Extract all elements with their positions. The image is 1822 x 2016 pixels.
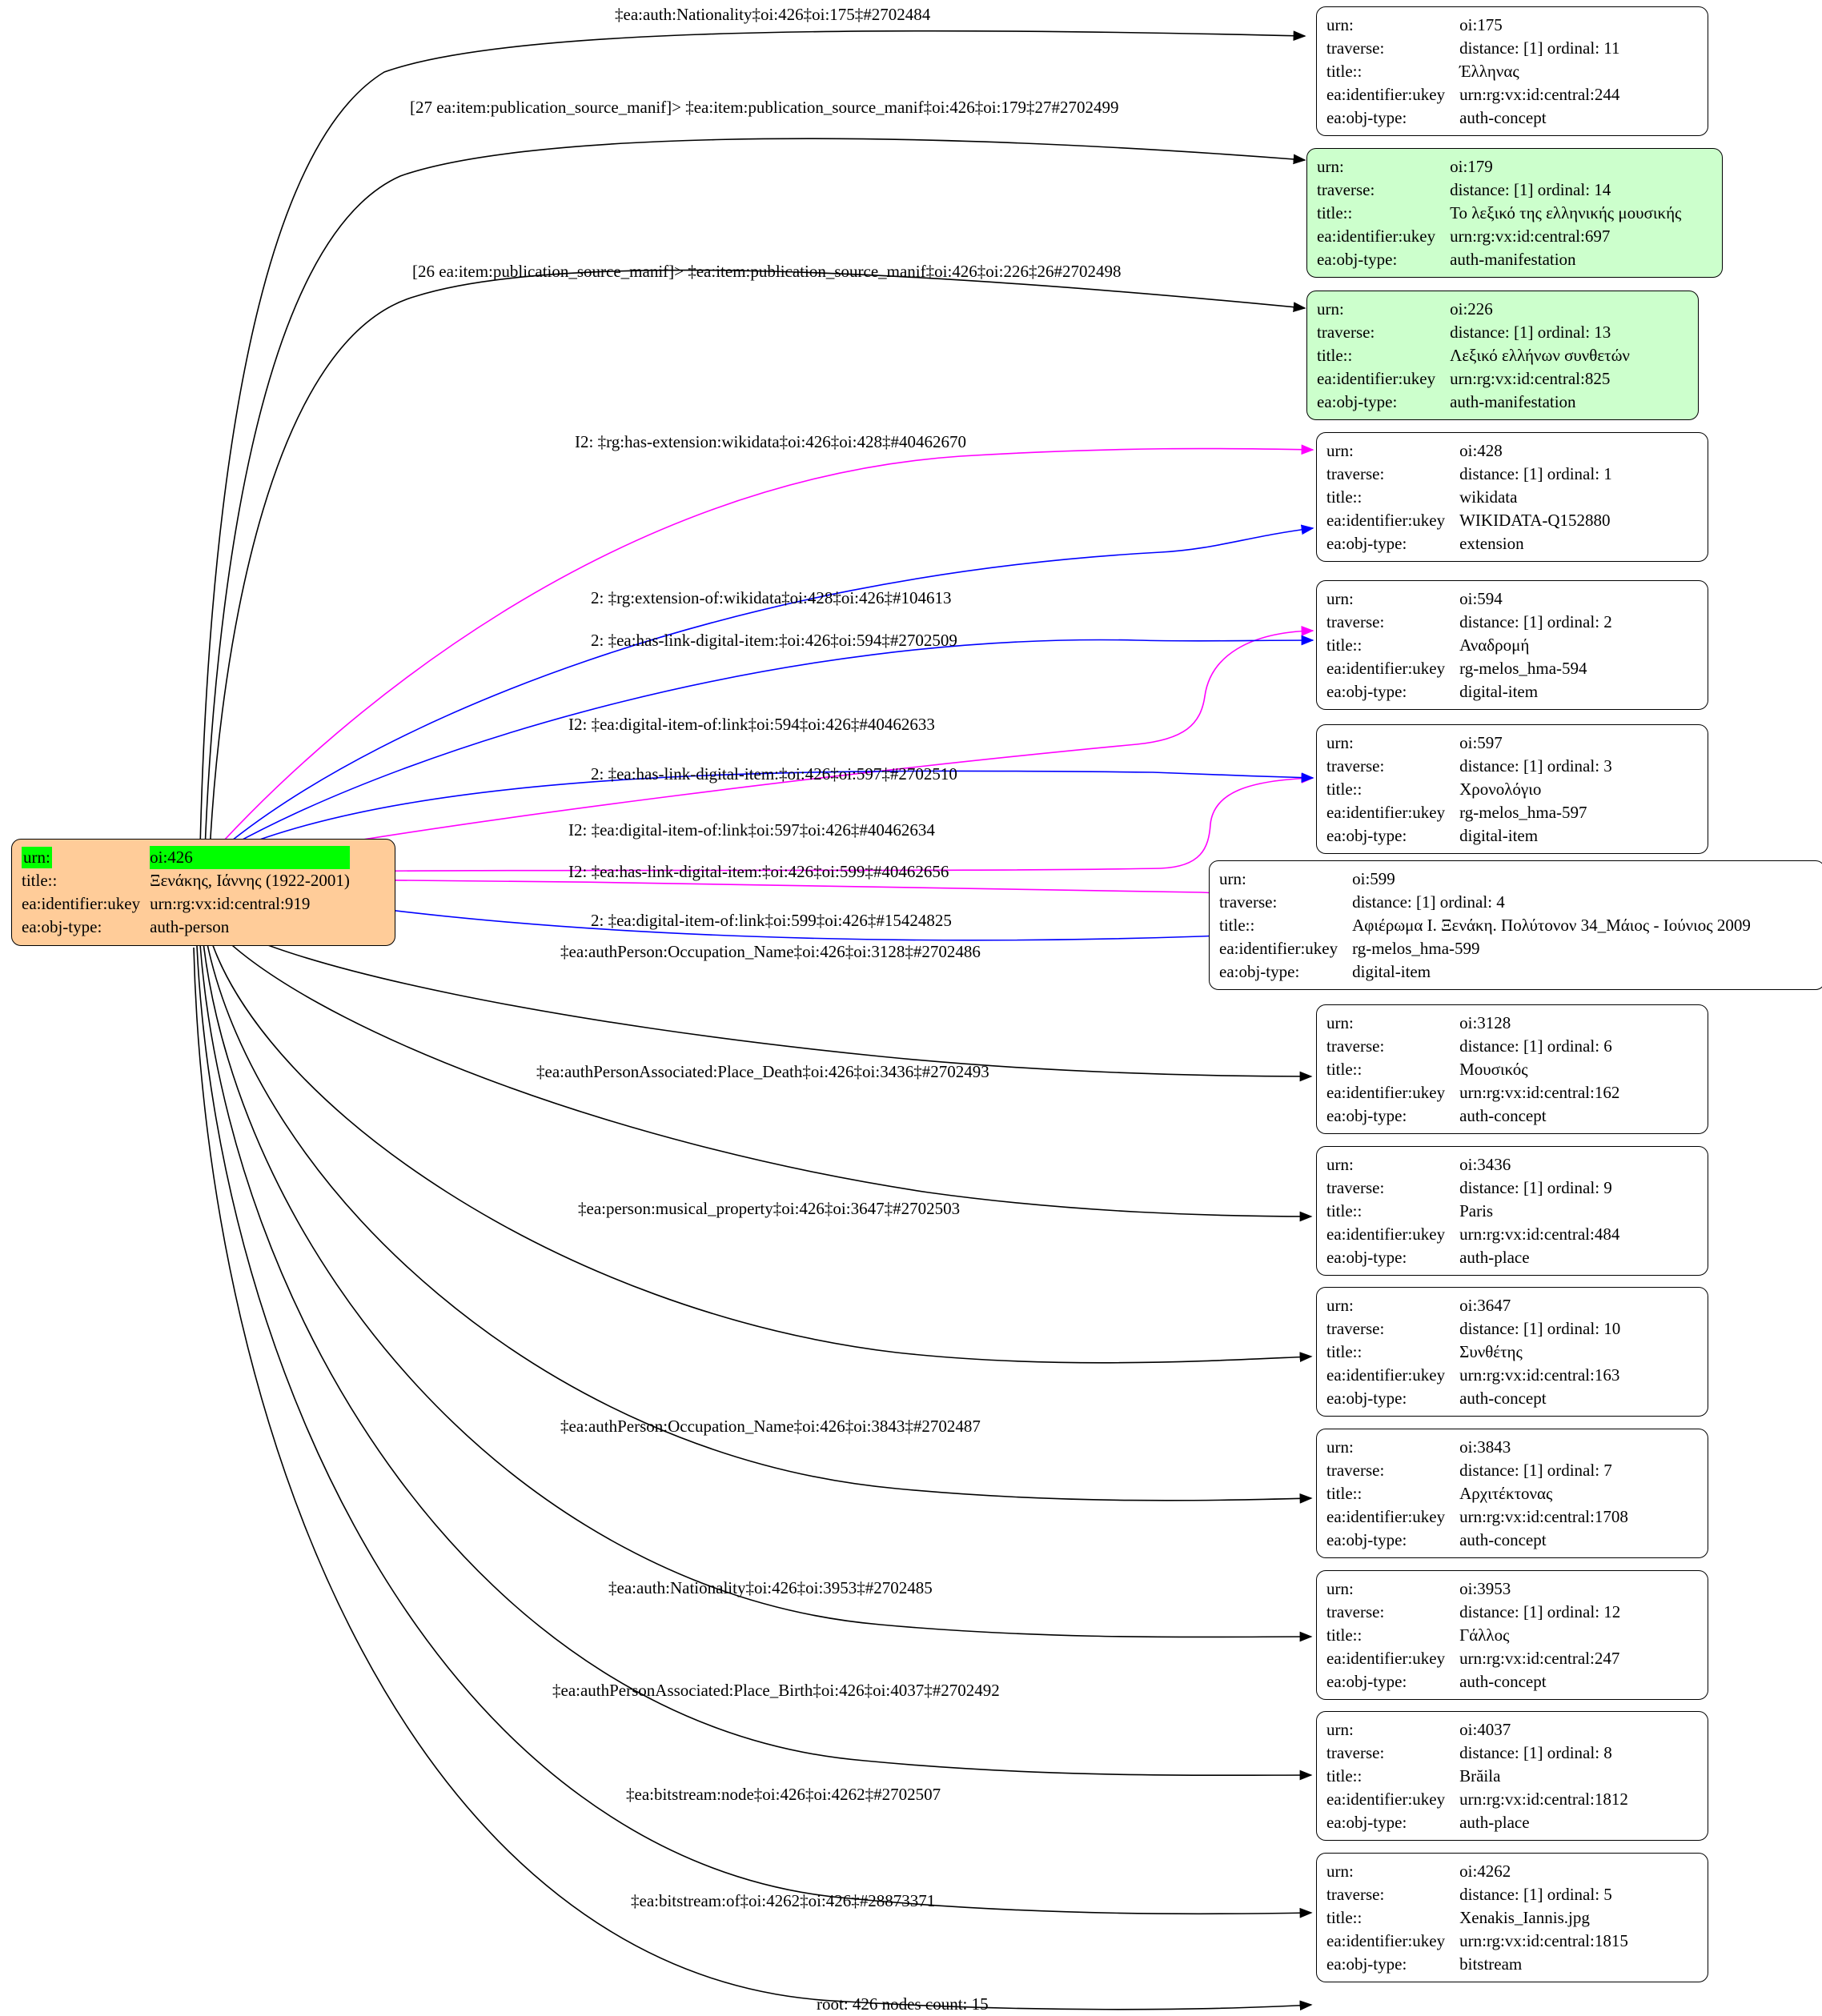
edge-label-extension-of-wikidata: 2: ‡rg:extension-of:wikidata‡oi:428‡oi:426‡#104613 [591,588,952,607]
field-traverse-value: distance: [1] ordinal: 3 [1459,755,1612,776]
field-urn-value: oi:428 [1459,441,1503,460]
field-ukey-label: ea:identifier:ukey [1326,1365,1446,1385]
field-title-label: title:: [1326,487,1362,507]
node-oi-428[interactable] [1316,432,1708,562]
field-traverse-label: traverse: [1326,1177,1385,1197]
field-traverse-value: distance: [1] ordinal: 7 [1459,1460,1612,1480]
root-objtype-value: auth-person [150,916,230,936]
field-urn-value: oi:599 [1352,869,1395,888]
field-ukey-value: urn:rg:vx:id:central:1812 [1459,1789,1628,1809]
field-traverse-value: distance: [1] ordinal: 1 [1459,463,1612,483]
edge-label-has-extension-wikidata: I2: ‡rg:has-extension:wikidata‡oi:426‡oi:428‡#40462670 [575,432,966,451]
field-objtype-label: ea:obj-type: [1326,1954,1407,1974]
field-ukey-label: ea:identifier:ukey [1326,658,1446,678]
field-urn-label: urn: [1326,1013,1354,1032]
field-traverse-label: traverse: [1326,755,1385,776]
field-urn-value: oi:3128 [1459,1013,1511,1032]
field-objtype-label: ea:obj-type: [1326,1671,1407,1691]
edge-label-digital-item-of-594: I2: ‡ea:digital-item-of:link‡oi:594‡oi:426‡#40462633 [568,715,935,734]
field-ukey-value: urn:rg:vx:id:central:244 [1459,84,1620,104]
field-ukey-label: ea:identifier:ukey [1326,1082,1446,1102]
field-urn-value: oi:179 [1450,157,1493,176]
root-urn-label: urn: [23,848,50,867]
field-objtype-value: auth-concept [1459,1671,1547,1691]
field-title-label: title:: [1326,635,1362,655]
field-title-label: title:: [1219,915,1255,935]
edge-label-nationality-175: ‡ea:auth:Nationality‡oi:426‡oi:175‡#2702484 [615,5,931,24]
field-urn-value: oi:3436 [1459,1155,1511,1174]
field-urn-label: urn: [1326,1155,1354,1174]
field-objtype-label: ea:obj-type: [1326,107,1407,127]
root-urn-value: oi:426 [150,846,350,869]
field-traverse-value: distance: [1] ordinal: 4 [1352,892,1505,912]
field-urn-value: oi:4262 [1459,1862,1511,1881]
field-ukey-label: ea:identifier:ukey [1219,938,1338,958]
node-oi-179[interactable] [1306,148,1723,278]
field-traverse-value: distance: [1] ordinal: 13 [1450,322,1611,342]
field-ukey-label: ea:identifier:ukey [1326,802,1446,822]
field-objtype-label: ea:obj-type: [1326,1529,1407,1549]
node-oi-597[interactable] [1316,724,1708,854]
field-urn-label: urn: [1326,733,1354,752]
field-ukey-label: ea:identifier:ukey [1326,510,1446,530]
edge-label-occupation-3843: ‡ea:authPerson:Occupation_Name‡oi:426‡oi:3843‡#2702487 [560,1417,981,1436]
root-node[interactable] [11,839,395,946]
field-ukey-value: urn:rg:vx:id:central:247 [1459,1648,1620,1668]
field-traverse-value: distance: [1] ordinal: 8 [1459,1742,1612,1762]
field-title-value: Brăila [1459,1766,1501,1786]
field-title-label: title:: [1317,202,1353,222]
field-urn-label: urn: [1326,1296,1354,1315]
field-ukey-label: ea:identifier:ukey [1326,1506,1446,1526]
field-objtype-value: digital-item [1459,825,1539,845]
field-ukey-value: urn:rg:vx:id:central:1708 [1459,1506,1628,1526]
field-traverse-label: traverse: [1219,892,1278,912]
field-title-value: Γάλλος [1459,1625,1510,1645]
field-ukey-value: rg-melos_hma-597 [1459,802,1587,822]
node-oi-4037[interactable] [1316,1711,1708,1841]
field-urn-value: oi:175 [1459,15,1503,34]
field-urn-label: urn: [1326,1579,1354,1598]
field-traverse-label: traverse: [1326,463,1385,483]
field-objtype-label: ea:obj-type: [1317,249,1398,269]
field-title-value: Xenakis_Iannis.jpg [1459,1907,1590,1927]
field-ukey-value: urn:rg:vx:id:central:162 [1459,1082,1620,1102]
field-ukey-value: WIKIDATA-Q152880 [1459,510,1611,530]
field-title-value: Αφιέρωμα Ι. Ξενάκη. Πολύτονον 34_Μάιος - Ιούνιος 2009 [1352,915,1751,935]
field-traverse-value: distance: [1] ordinal: 6 [1459,1036,1612,1056]
node-oi-594[interactable] [1316,580,1708,710]
field-objtype-label: ea:obj-type: [1219,961,1300,981]
field-traverse-value: distance: [1] ordinal: 9 [1459,1177,1612,1197]
graph-footer: root: 426 nodes count: 15 [817,1994,989,2014]
field-objtype-value: auth-concept [1459,1105,1547,1125]
root-ukey-label: ea:identifier:ukey [22,893,141,913]
field-traverse-label: traverse: [1326,1601,1385,1621]
field-title-value: Μουσικός [1459,1059,1528,1079]
field-title-label: title:: [1326,1341,1362,1361]
field-ukey-label: ea:identifier:ukey [1326,84,1446,104]
field-urn-label: urn: [1326,15,1354,34]
root-title-value: Ξενάκης, Ιάννης (1922-2001) [150,870,350,890]
field-title-label: title:: [1326,1625,1362,1645]
field-ukey-value: urn:rg:vx:id:central:1815 [1459,1930,1628,1950]
field-traverse-label: traverse: [1326,1460,1385,1480]
field-traverse-value: distance: [1] ordinal: 11 [1459,38,1620,58]
field-traverse-value: distance: [1] ordinal: 14 [1450,179,1611,199]
field-title-label: title:: [1326,1200,1362,1220]
field-urn-label: urn: [1219,869,1246,888]
node-oi-599[interactable] [1209,860,1822,990]
field-objtype-label: ea:obj-type: [1326,533,1407,553]
field-objtype-value: auth-manifestation [1450,391,1576,411]
root-ukey-value: urn:rg:vx:id:central:919 [150,893,311,913]
field-objtype-label: ea:obj-type: [1326,825,1407,845]
field-objtype-label: ea:obj-type: [1326,681,1407,701]
field-ukey-label: ea:identifier:ukey [1317,368,1436,388]
field-objtype-label: ea:obj-type: [1326,1388,1407,1408]
field-ukey-value: urn:rg:vx:id:central:163 [1459,1365,1620,1385]
node-oi-3953[interactable] [1316,1570,1708,1700]
field-title-value: Το λεξικό της ελληνικής μουσικής [1450,202,1682,222]
field-objtype-value: bitstream [1459,1954,1523,1974]
field-title-label: title:: [1326,61,1362,81]
field-traverse-value: distance: [1] ordinal: 5 [1459,1884,1612,1904]
field-urn-label: urn: [1326,1720,1354,1739]
field-urn-value: oi:3647 [1459,1296,1511,1315]
node-oi-3436[interactable] [1316,1146,1708,1276]
edge-label-has-link-digital-item-597: 2: ‡ea:has-link-digital-item:‡oi:426‡oi:597‡#2702510 [591,764,957,784]
field-traverse-label: traverse: [1326,1884,1385,1904]
field-objtype-label: ea:obj-type: [1326,1105,1407,1125]
field-ukey-value: urn:rg:vx:id:central:484 [1459,1224,1620,1244]
field-objtype-value: auth-concept [1459,1388,1547,1408]
field-objtype-value: auth-concept [1459,1529,1547,1549]
field-title-value: Χρονολόγιο [1459,779,1542,799]
field-objtype-value: auth-place [1459,1247,1530,1267]
field-traverse-label: traverse: [1317,322,1375,342]
field-title-value: wikidata [1459,487,1518,507]
field-ukey-label: ea:identifier:ukey [1317,226,1436,246]
field-urn-value: oi:4037 [1459,1720,1511,1739]
edge-label-musical-property-3647: ‡ea:person:musical_property‡oi:426‡oi:3647‡#2702503 [578,1199,961,1218]
field-title-label: title:: [1317,345,1353,365]
field-urn-label: urn: [1326,441,1354,460]
field-objtype-value: extension [1459,533,1524,553]
edge-label-pub-source-179: [27 ea:item:publication_source_manif]> ‡ea:item:publication_source_manif‡oi:426‡oi:179‡27#2702499 [410,98,1119,117]
field-title-value: Έλληνας [1459,61,1519,81]
root-title-label: title:: [22,870,58,890]
field-urn-label: urn: [1326,1437,1354,1457]
field-objtype-value: digital-item [1352,961,1431,981]
field-title-value: Αρχιτέκτονας [1459,1483,1553,1503]
edge-label-digital-item-of-597: I2: ‡ea:digital-item-of:link‡oi:597‡oi:426‡#40462634 [568,820,935,840]
field-title-value: Paris [1459,1200,1494,1220]
field-traverse-label: traverse: [1317,179,1375,199]
field-urn-value: oi:594 [1459,589,1503,608]
field-title-label: title:: [1326,1483,1362,1503]
field-traverse-label: traverse: [1326,1742,1385,1762]
edge-label-digital-item-of-599: 2: ‡ea:digital-item-of:link‡oi:599‡oi:426‡#15424825 [591,911,952,930]
edge-label-pub-source-226: [26 ea:item:publication_source_manif]> ‡ea:item:publication_source_manif‡oi:426‡oi:226‡26#2702498 [412,262,1122,281]
edge-label-place-birth-4037: ‡ea:authPersonAssociated:Place_Birth‡oi:426‡oi:4037‡#2702492 [552,1681,1000,1700]
field-traverse-label: traverse: [1326,38,1385,58]
edge-label-has-link-digital-item-594: 2: ‡ea:has-link-digital-item:‡oi:426‡oi:594‡#2702509 [591,631,957,650]
field-ukey-value: urn:rg:vx:id:central:697 [1450,226,1611,246]
field-traverse-value: distance: [1] ordinal: 10 [1459,1318,1621,1338]
field-traverse-value: distance: [1] ordinal: 2 [1459,611,1612,631]
field-urn-label: urn: [1326,589,1354,608]
field-urn-label: urn: [1317,299,1344,319]
field-urn-value: oi:597 [1459,733,1503,752]
field-objtype-label: ea:obj-type: [1326,1812,1407,1832]
field-ukey-value: urn:rg:vx:id:central:825 [1450,368,1611,388]
field-ukey-value: rg-melos_hma-599 [1352,938,1480,958]
field-title-label: title:: [1326,779,1362,799]
field-traverse-value: distance: [1] ordinal: 12 [1459,1601,1621,1621]
field-objtype-value: auth-place [1459,1812,1530,1832]
field-traverse-label: traverse: [1326,1318,1385,1338]
field-ukey-label: ea:identifier:ukey [1326,1789,1446,1809]
edge-label-bitstream-node-4262: ‡ea:bitstream:node‡oi:426‡oi:4262‡#2702507 [626,1785,941,1804]
edge-label-occupation-3128: ‡ea:authPerson:Occupation_Name‡oi:426‡oi:3128‡#2702486 [560,942,981,961]
field-urn-label: urn: [1326,1862,1354,1881]
field-objtype-value: auth-manifestation [1450,249,1576,269]
field-title-value: Συνθέτης [1459,1341,1523,1361]
field-urn-label: urn: [1317,157,1344,176]
field-title-label: title:: [1326,1766,1362,1786]
edge-label-nationality-3953: ‡ea:auth:Nationality‡oi:426‡oi:3953‡#2702485 [608,1578,933,1597]
field-traverse-label: traverse: [1326,1036,1385,1056]
node-oi-3843[interactable] [1316,1429,1708,1558]
edge-label-place-death-3436: ‡ea:authPersonAssociated:Place_Death‡oi:426‡oi:3436‡#2702493 [536,1062,989,1081]
root-objtype-label: ea:obj-type: [22,916,102,936]
field-ukey-label: ea:identifier:ukey [1326,1930,1446,1950]
field-title-value: Αναδρομή [1459,635,1530,655]
node-oi-3647[interactable] [1316,1287,1708,1417]
field-ukey-label: ea:identifier:ukey [1326,1224,1446,1244]
node-oi-3128[interactable] [1316,1004,1708,1134]
field-urn-value: oi:226 [1450,299,1493,319]
field-ukey-label: ea:identifier:ukey [1326,1648,1446,1668]
field-urn-value: oi:3843 [1459,1437,1511,1457]
field-title-label: title:: [1326,1059,1362,1079]
field-urn-value: oi:3953 [1459,1579,1511,1598]
field-objtype-value: digital-item [1459,681,1539,701]
field-title-value: Λεξικό ελλήνων συνθετών [1450,345,1630,365]
field-title-label: title:: [1326,1907,1362,1927]
edge-label-bitstream-of-4262: ‡ea:bitstream:of‡oi:4262‡oi:426‡#28873371 [631,1891,936,1910]
field-objtype-value: auth-concept [1459,107,1547,127]
node-oi-175[interactable] [1316,6,1708,136]
field-objtype-label: ea:obj-type: [1326,1247,1407,1267]
node-oi-4262[interactable] [1316,1853,1708,1982]
node-oi-226[interactable] [1306,291,1699,420]
edge-label-has-link-digital-item-599: I2: ‡ea:has-link-digital-item:‡oi:426‡oi:599‡#40462656 [568,862,949,881]
field-objtype-label: ea:obj-type: [1317,391,1398,411]
field-ukey-value: rg-melos_hma-594 [1459,658,1587,678]
field-traverse-label: traverse: [1326,611,1385,631]
